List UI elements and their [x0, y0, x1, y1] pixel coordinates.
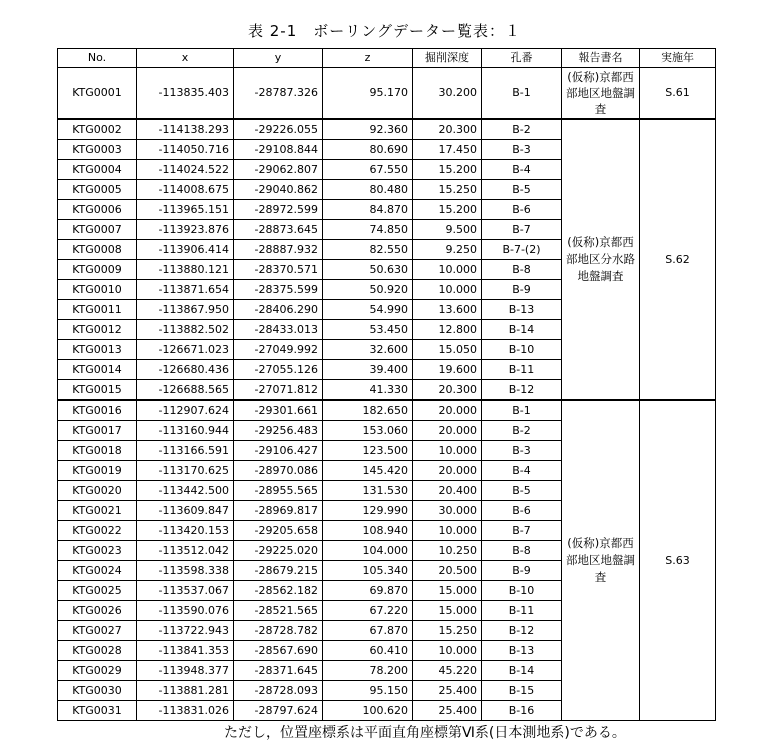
cell-x: -113906.414 — [137, 240, 234, 260]
cell-z: 60.410 — [323, 641, 413, 661]
cell-depth: 15.250 — [413, 621, 482, 641]
cell-y: -28370.571 — [234, 260, 323, 280]
cell-hole: B-2 — [482, 421, 562, 441]
cell-hole: B-12 — [482, 621, 562, 641]
cell-no: KTG0007 — [58, 220, 137, 240]
cell-x: -113965.151 — [137, 200, 234, 220]
cell-y: -28969.817 — [234, 501, 323, 521]
cell-hole: B-11 — [482, 601, 562, 621]
cell-depth: 15.000 — [413, 601, 482, 621]
cell-hole: B-8 — [482, 541, 562, 561]
cell-depth: 45.220 — [413, 661, 482, 681]
cell-no: KTG0008 — [58, 240, 137, 260]
cell-x: -112907.624 — [137, 400, 234, 421]
cell-no: KTG0005 — [58, 180, 137, 200]
cell-z: 80.480 — [323, 180, 413, 200]
cell-y: -28562.182 — [234, 581, 323, 601]
cell-hole: B-10 — [482, 340, 562, 360]
cell-no: KTG0014 — [58, 360, 137, 380]
cell-y: -28970.086 — [234, 461, 323, 481]
cell-no: KTG0022 — [58, 521, 137, 541]
cell-y: -28728.093 — [234, 681, 323, 701]
cell-x: -113881.281 — [137, 681, 234, 701]
cell-hole: B-6 — [482, 200, 562, 220]
cell-y: -29301.661 — [234, 400, 323, 421]
cell-hole: B-7-(2) — [482, 240, 562, 260]
header-report: 報告書名 — [562, 49, 640, 68]
cell-y: -27049.992 — [234, 340, 323, 360]
cell-depth: 20.500 — [413, 561, 482, 581]
cell-hole: B-5 — [482, 180, 562, 200]
cell-no: KTG0016 — [58, 400, 137, 421]
cell-depth: 20.000 — [413, 461, 482, 481]
cell-z: 108.940 — [323, 521, 413, 541]
header-year: 実施年 — [640, 49, 716, 68]
cell-hole: B-3 — [482, 140, 562, 160]
cell-x: -113609.847 — [137, 501, 234, 521]
cell-hole: B-7 — [482, 220, 562, 240]
cell-depth: 15.000 — [413, 581, 482, 601]
cell-hole: B-6 — [482, 501, 562, 521]
cell-no: KTG0024 — [58, 561, 137, 581]
cell-x: -114138.293 — [137, 119, 234, 140]
cell-x: -113882.502 — [137, 320, 234, 340]
cell-z: 50.630 — [323, 260, 413, 280]
cell-x: -114024.522 — [137, 160, 234, 180]
cell-z: 82.550 — [323, 240, 413, 260]
cell-x: -114008.675 — [137, 180, 234, 200]
cell-y: -28728.782 — [234, 621, 323, 641]
boring-data-table — [57, 48, 716, 721]
cell-no: KTG0030 — [58, 681, 137, 701]
cell-hole: B-13 — [482, 641, 562, 661]
cell-z: 105.340 — [323, 561, 413, 581]
cell-hole: B-14 — [482, 661, 562, 681]
cell-no: KTG0004 — [58, 160, 137, 180]
cell-hole: B-14 — [482, 320, 562, 340]
cell-hole: B-10 — [482, 581, 562, 601]
cell-z: 41.330 — [323, 380, 413, 401]
cell-no: KTG0003 — [58, 140, 137, 160]
cell-depth: 10.000 — [413, 260, 482, 280]
cell-x: -113841.353 — [137, 641, 234, 661]
cell-x: -113537.067 — [137, 581, 234, 601]
cell-no: KTG0018 — [58, 441, 137, 461]
cell-depth: 20.400 — [413, 481, 482, 501]
cell-year: S.61 — [640, 68, 716, 120]
cell-y: -29256.483 — [234, 421, 323, 441]
cell-depth: 20.000 — [413, 421, 482, 441]
cell-y: -28375.599 — [234, 280, 323, 300]
cell-depth: 17.450 — [413, 140, 482, 160]
cell-no: KTG0029 — [58, 661, 137, 681]
cell-y: -27055.126 — [234, 360, 323, 380]
cell-y: -28797.624 — [234, 701, 323, 721]
cell-z: 69.870 — [323, 581, 413, 601]
cell-y: -28433.013 — [234, 320, 323, 340]
cell-no: KTG0006 — [58, 200, 137, 220]
cell-y: -28787.326 — [234, 68, 323, 120]
cell-depth: 15.200 — [413, 200, 482, 220]
cell-year: S.63 — [640, 400, 716, 721]
cell-x: -113722.943 — [137, 621, 234, 641]
cell-hole: B-3 — [482, 441, 562, 461]
cell-x: -113420.153 — [137, 521, 234, 541]
cell-z: 145.420 — [323, 461, 413, 481]
header-row — [58, 49, 716, 68]
cell-z: 129.990 — [323, 501, 413, 521]
cell-no: KTG0010 — [58, 280, 137, 300]
cell-z: 50.920 — [323, 280, 413, 300]
header-no: No. — [58, 49, 137, 68]
cell-z: 78.200 — [323, 661, 413, 681]
cell-no: KTG0017 — [58, 421, 137, 441]
cell-no: KTG0013 — [58, 340, 137, 360]
header-z: z — [323, 49, 413, 68]
cell-x: -113170.625 — [137, 461, 234, 481]
header-y: y — [234, 49, 323, 68]
cell-depth: 15.250 — [413, 180, 482, 200]
cell-z: 104.000 — [323, 541, 413, 561]
cell-x: -113867.950 — [137, 300, 234, 320]
cell-depth: 19.600 — [413, 360, 482, 380]
cell-depth: 13.600 — [413, 300, 482, 320]
cell-z: 80.690 — [323, 140, 413, 160]
cell-no: KTG0009 — [58, 260, 137, 280]
cell-z: 67.550 — [323, 160, 413, 180]
cell-y: -29040.862 — [234, 180, 323, 200]
cell-x: -113590.076 — [137, 601, 234, 621]
cell-x: -113880.121 — [137, 260, 234, 280]
cell-depth: 30.200 — [413, 68, 482, 120]
cell-y: -28679.215 — [234, 561, 323, 581]
cell-hole: B-12 — [482, 380, 562, 401]
footnote: ただし，位置座標系は平面直角座標第Ⅵ系(日本測地系)である。 — [224, 725, 626, 741]
cell-no: KTG0025 — [58, 581, 137, 601]
cell-depth: 30.000 — [413, 501, 482, 521]
cell-z: 95.150 — [323, 681, 413, 701]
cell-z: 84.870 — [323, 200, 413, 220]
cell-x: -113948.377 — [137, 661, 234, 681]
cell-z: 67.870 — [323, 621, 413, 641]
cell-no: KTG0026 — [58, 601, 137, 621]
cell-y: -29108.844 — [234, 140, 323, 160]
cell-y: -28406.290 — [234, 300, 323, 320]
cell-hole: B-13 — [482, 300, 562, 320]
cell-no: KTG0027 — [58, 621, 137, 641]
table-body — [58, 68, 716, 721]
cell-y: -28972.599 — [234, 200, 323, 220]
cell-no: KTG0019 — [58, 461, 137, 481]
cell-z: 123.500 — [323, 441, 413, 461]
cell-x: -113923.876 — [137, 220, 234, 240]
header-depth: 掘削深度 — [413, 49, 482, 68]
cell-x: -113835.403 — [137, 68, 234, 120]
cell-z: 182.650 — [323, 400, 413, 421]
cell-z: 54.990 — [323, 300, 413, 320]
cell-depth: 9.500 — [413, 220, 482, 240]
cell-y: -28521.565 — [234, 601, 323, 621]
cell-z: 32.600 — [323, 340, 413, 360]
table-row — [58, 400, 716, 421]
cell-y: -28371.645 — [234, 661, 323, 681]
cell-y: -29205.658 — [234, 521, 323, 541]
table-row — [58, 68, 716, 120]
cell-no: KTG0002 — [58, 119, 137, 140]
table-row — [58, 119, 716, 140]
cell-hole: B-16 — [482, 701, 562, 721]
cell-z: 100.620 — [323, 701, 413, 721]
cell-depth: 10.000 — [413, 641, 482, 661]
cell-y: -28955.565 — [234, 481, 323, 501]
cell-z: 74.850 — [323, 220, 413, 240]
cell-x: -113871.654 — [137, 280, 234, 300]
cell-no: KTG0020 — [58, 481, 137, 501]
cell-y: -28887.932 — [234, 240, 323, 260]
cell-x: -113166.591 — [137, 441, 234, 461]
cell-x: -113512.042 — [137, 541, 234, 561]
cell-depth: 10.250 — [413, 541, 482, 561]
cell-hole: B-5 — [482, 481, 562, 501]
cell-y: -28873.645 — [234, 220, 323, 240]
cell-hole: B-1 — [482, 68, 562, 120]
cell-depth: 20.300 — [413, 380, 482, 401]
cell-x: -113160.944 — [137, 421, 234, 441]
cell-z: 39.400 — [323, 360, 413, 380]
cell-depth: 25.400 — [413, 681, 482, 701]
cell-hole: B-4 — [482, 461, 562, 481]
cell-report: (仮称)京都西部地区地盤調査 — [562, 400, 640, 721]
cell-y: -29225.020 — [234, 541, 323, 561]
cell-depth: 20.000 — [413, 400, 482, 421]
cell-report: (仮称)京都西部地区分水路地盤調査 — [562, 119, 640, 400]
cell-x: -126688.565 — [137, 380, 234, 401]
cell-hole: B-4 — [482, 160, 562, 180]
cell-z: 53.450 — [323, 320, 413, 340]
cell-y: -28567.690 — [234, 641, 323, 661]
cell-no: KTG0015 — [58, 380, 137, 401]
cell-depth: 20.300 — [413, 119, 482, 140]
cell-no: KTG0028 — [58, 641, 137, 661]
cell-x: -113442.500 — [137, 481, 234, 501]
header-hole: 孔番 — [482, 49, 562, 68]
cell-x: -113598.338 — [137, 561, 234, 581]
cell-report: (仮称)京都西部地区地盤調査 — [562, 68, 640, 120]
cell-hole: B-7 — [482, 521, 562, 541]
table-title: 表 2-1 ボーリングデーター覧表：１ — [248, 22, 521, 40]
cell-depth: 15.050 — [413, 340, 482, 360]
cell-no: KTG0021 — [58, 501, 137, 521]
cell-hole: B-9 — [482, 561, 562, 581]
cell-z: 95.170 — [323, 68, 413, 120]
cell-hole: B-1 — [482, 400, 562, 421]
cell-depth: 25.400 — [413, 701, 482, 721]
cell-y: -27071.812 — [234, 380, 323, 401]
cell-depth: 10.000 — [413, 280, 482, 300]
cell-no: KTG0031 — [58, 701, 137, 721]
cell-no: KTG0001 — [58, 68, 137, 120]
cell-no: KTG0011 — [58, 300, 137, 320]
header-x: x — [137, 49, 234, 68]
cell-z: 67.220 — [323, 601, 413, 621]
cell-no: KTG0023 — [58, 541, 137, 561]
cell-depth: 12.800 — [413, 320, 482, 340]
cell-y: -29106.427 — [234, 441, 323, 461]
cell-depth: 9.250 — [413, 240, 482, 260]
cell-z: 92.360 — [323, 119, 413, 140]
cell-hole: B-8 — [482, 260, 562, 280]
cell-x: -113831.026 — [137, 701, 234, 721]
cell-depth: 10.000 — [413, 441, 482, 461]
cell-hole: B-2 — [482, 119, 562, 140]
cell-no: KTG0012 — [58, 320, 137, 340]
cell-y: -29226.055 — [234, 119, 323, 140]
cell-z: 153.060 — [323, 421, 413, 441]
cell-hole: B-15 — [482, 681, 562, 701]
cell-y: -29062.807 — [234, 160, 323, 180]
cell-z: 131.530 — [323, 481, 413, 501]
cell-x: -114050.716 — [137, 140, 234, 160]
cell-depth: 10.000 — [413, 521, 482, 541]
cell-year: S.62 — [640, 119, 716, 400]
cell-depth: 15.200 — [413, 160, 482, 180]
cell-x: -126680.436 — [137, 360, 234, 380]
cell-hole: B-9 — [482, 280, 562, 300]
cell-hole: B-11 — [482, 360, 562, 380]
cell-x: -126671.023 — [137, 340, 234, 360]
